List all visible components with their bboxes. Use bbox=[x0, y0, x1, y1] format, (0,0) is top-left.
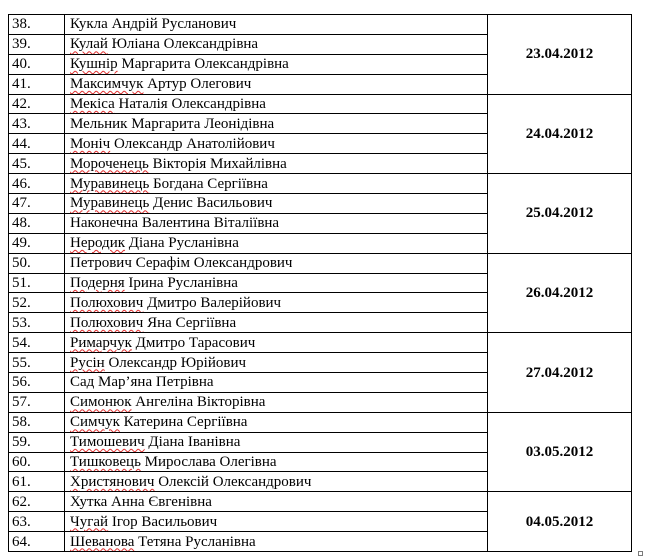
student-name-cell bbox=[65, 15, 488, 35]
student-surname: Шеванова bbox=[70, 533, 135, 550]
student-name-cell bbox=[65, 174, 488, 194]
student-given-names: Ангеліна Вікторівна bbox=[131, 394, 266, 411]
student-surname: Римарчук bbox=[70, 334, 132, 351]
group-date: 25.04.2012 bbox=[488, 174, 632, 254]
schedule-table-body bbox=[9, 15, 632, 552]
row-number: 57. bbox=[9, 392, 65, 412]
student-name-cell bbox=[65, 253, 488, 273]
student-given-names: Олександр Анатолійович bbox=[110, 135, 275, 152]
student-name-cell bbox=[65, 94, 488, 114]
student-given-names: Ірина Русланівна bbox=[124, 275, 238, 292]
student-given-names: Вікторія Михайлівна bbox=[148, 155, 287, 172]
row-number: 62. bbox=[9, 492, 65, 512]
student-surname: Христянович bbox=[70, 473, 155, 490]
student-surname: Наконечна bbox=[70, 215, 139, 232]
row-number: 46. bbox=[9, 174, 65, 194]
student-name-cell bbox=[65, 373, 488, 393]
student-surname: Сад bbox=[70, 374, 95, 391]
row-number: 40. bbox=[9, 54, 65, 74]
row-number: 59. bbox=[9, 432, 65, 452]
student-name-cell bbox=[65, 273, 488, 293]
student-given-names: Маргарита Леонідівна bbox=[127, 115, 275, 132]
row-number: 58. bbox=[9, 412, 65, 432]
student-name-cell bbox=[65, 492, 488, 512]
student-name-cell bbox=[65, 194, 488, 214]
group-date: 27.04.2012 bbox=[488, 333, 632, 413]
student-name-cell bbox=[65, 412, 488, 432]
student-name-cell bbox=[65, 233, 488, 253]
row-number: 45. bbox=[9, 154, 65, 174]
student-given-names: Юліана Олександрівна bbox=[107, 36, 259, 53]
student-surname: Максимчук bbox=[70, 76, 144, 93]
group-date: 26.04.2012 bbox=[488, 253, 632, 333]
student-surname: Неродик bbox=[70, 235, 126, 252]
row-number: 60. bbox=[9, 452, 65, 472]
student-name-cell bbox=[65, 213, 488, 233]
student-name-cell bbox=[65, 353, 488, 373]
student-given-names: Мирослава Олегівна bbox=[140, 454, 277, 471]
student-given-names: Андрій Русланович bbox=[107, 16, 237, 33]
student-given-names: Катерина Сергіївна bbox=[119, 414, 248, 431]
student-name-cell bbox=[65, 154, 488, 174]
group-date: 03.05.2012 bbox=[488, 412, 632, 492]
student-surname: Хутка bbox=[70, 493, 108, 510]
row-number: 39. bbox=[9, 34, 65, 54]
student-name-cell bbox=[65, 432, 488, 452]
student-given-names: Ігор Васильович bbox=[108, 513, 218, 530]
row-number: 51. bbox=[9, 273, 65, 293]
student-given-names: Артур Олегович bbox=[143, 76, 252, 93]
student-surname: Полюхович bbox=[70, 294, 144, 311]
student-given-names: Богдана Сергіївна bbox=[149, 175, 268, 192]
student-surname: Кулай bbox=[70, 36, 108, 53]
student-surname: Кушнір bbox=[70, 56, 118, 73]
student-surname: Тишковець bbox=[70, 454, 141, 471]
student-name-cell bbox=[65, 333, 488, 353]
student-surname: Кукла bbox=[70, 16, 108, 33]
student-given-names: Серафім Олександрович bbox=[131, 255, 293, 272]
row-number: 50. bbox=[9, 253, 65, 273]
row-number: 53. bbox=[9, 313, 65, 333]
row-number: 38. bbox=[9, 15, 65, 35]
student-surname: Симонюк bbox=[70, 394, 132, 411]
student-surname: Мороченець bbox=[70, 155, 149, 172]
table-row bbox=[9, 412, 632, 432]
student-given-names: Дмитро Валерійович bbox=[143, 294, 282, 311]
student-surname: Симчук bbox=[70, 414, 120, 431]
student-name-cell bbox=[65, 532, 488, 552]
table-row bbox=[9, 174, 632, 194]
table-row bbox=[9, 15, 632, 35]
student-given-names: Діана Русланівна bbox=[125, 235, 239, 252]
student-name-cell bbox=[65, 452, 488, 472]
row-number: 52. bbox=[9, 293, 65, 313]
student-given-names: Олексій Олександрович bbox=[154, 473, 312, 490]
row-number: 64. bbox=[9, 532, 65, 552]
student-name-cell bbox=[65, 472, 488, 492]
student-given-names: Анна Євгенівна bbox=[107, 493, 212, 510]
student-surname: Мекіса bbox=[70, 96, 115, 112]
schedule-table bbox=[8, 14, 632, 552]
table-resize-handle[interactable] bbox=[638, 551, 643, 556]
group-date: 23.04.2012 bbox=[488, 15, 632, 95]
row-number: 44. bbox=[9, 134, 65, 154]
student-name-cell bbox=[65, 134, 488, 154]
student-surname: Подерня bbox=[70, 275, 125, 292]
row-number: 43. bbox=[9, 114, 65, 134]
student-given-names: Наталія Олександрівна bbox=[114, 96, 266, 112]
student-given-names: Маргарита Олександрівна bbox=[117, 56, 289, 73]
student-surname: Тимошевич bbox=[70, 434, 145, 451]
student-given-names: Дмитро Тарасович bbox=[131, 334, 256, 351]
student-given-names: Діана Іванівна bbox=[144, 434, 241, 451]
student-surname: Муравинець bbox=[70, 195, 150, 212]
student-name-cell bbox=[65, 313, 488, 333]
row-number: 42. bbox=[9, 94, 65, 114]
student-name-cell bbox=[65, 34, 488, 54]
student-given-names: Денис Васильович bbox=[149, 195, 273, 212]
student-given-names: Яна Сергіївна bbox=[143, 314, 237, 331]
student-given-names: Валентина Віталіївна bbox=[138, 215, 280, 232]
row-number: 61. bbox=[9, 472, 65, 492]
table-row bbox=[9, 492, 632, 512]
student-surname: Муравинець bbox=[70, 175, 150, 192]
student-given-names: Тетяна Русланівна bbox=[134, 533, 256, 550]
student-name-cell bbox=[65, 74, 488, 94]
student-surname: Русін bbox=[70, 354, 105, 371]
group-date: 04.05.2012 bbox=[488, 492, 632, 552]
student-surname: Моніч bbox=[70, 135, 111, 152]
student-surname: Петрович bbox=[70, 255, 132, 272]
table-row bbox=[9, 94, 632, 114]
student-given-names: Олександр Юрійович bbox=[104, 354, 247, 371]
student-surname: Полюхович bbox=[70, 314, 144, 331]
table-row bbox=[9, 333, 632, 353]
student-name-cell bbox=[65, 512, 488, 532]
student-surname: Мельник bbox=[70, 115, 128, 132]
student-name-cell bbox=[65, 54, 488, 74]
row-number: 56. bbox=[9, 373, 65, 393]
row-number: 41. bbox=[9, 74, 65, 94]
row-number: 55. bbox=[9, 353, 65, 373]
group-date: 24.04.2012 bbox=[488, 94, 632, 174]
student-surname: Чугай bbox=[70, 513, 109, 530]
student-name-cell bbox=[65, 392, 488, 412]
row-number: 63. bbox=[9, 512, 65, 532]
student-given-names: Мар’яна Петрівна bbox=[94, 374, 214, 391]
student-name-cell bbox=[65, 293, 488, 313]
row-number: 48. bbox=[9, 213, 65, 233]
row-number: 54. bbox=[9, 333, 65, 353]
table-row bbox=[9, 253, 632, 273]
row-number: 47. bbox=[9, 194, 65, 214]
row-number: 49. bbox=[9, 233, 65, 253]
student-name-cell bbox=[65, 114, 488, 134]
